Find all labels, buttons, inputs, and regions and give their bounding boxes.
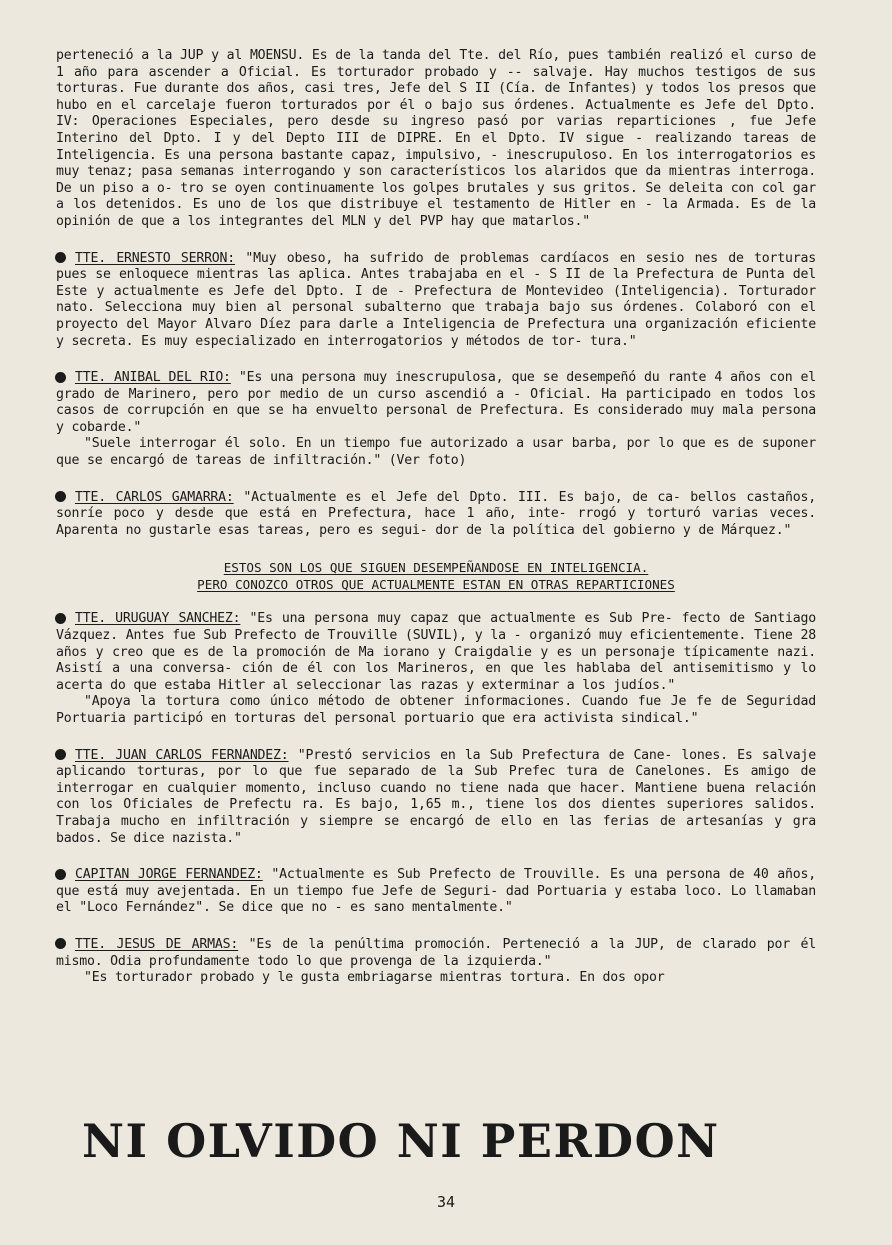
entry-extra: "Es torturador probado y le gusta embriagarse mientras tortura. En dos opor: [84, 970, 665, 986]
bullet-icon: [56, 614, 65, 623]
bullet-icon: [56, 939, 65, 948]
entry-name: TTE. CARLOS GAMARRA:: [75, 489, 234, 505]
document-body: [56, 48, 816, 1007]
notice-line-2: PERO CONOZCO OTROS QUE ACTUALMENTE ESTAN EN OTRAS REPARTICIONES: [197, 577, 675, 593]
entry-jorge-fernandez: [56, 867, 816, 917]
bullet-icon: [56, 373, 65, 382]
entry-text: "Es una persona muy capaz que actualmente es Sub Pre- fecto de Santiago Vázquez. Antes fue Sub Prefecto de Trouville (SUVIL), y la - organizó muy eficientemente. Tiene 28 años y creo que es de la promoción de Ma iorano y Craigdalie y es un personaje típicamente nazi. Asistí a una conversa- ción de él con los Marineros, en que les hablaba del antisemitismo y lo acerta do que estaba Hitler al seleccionar las razas y exterminar a los judíos.": [56, 611, 816, 693]
entry-extra: "Apoya la tortura como único método de obtener informaciones. Cuando fue Je fe de Seguridad Portuaria participó en torturas del personal portuario que era activista sindical.": [56, 694, 816, 726]
entry-text: "Es una persona muy inescrupulosa, que se desempeñó du rante 4 años con el grado de Marinero, pero por medio de un curso ascendió a - Oficial. Ha participado en todos los casos de corrupción en que se ha envuelto personal de Prefectura. Es considerado muy mala persona y cobarde.": [56, 370, 816, 435]
entry-text: "Es de la penúltima promoción. Perteneció a la JUP, de clarado por él mismo. Odia profundamente todo lo que provenga de la izquierda.": [56, 936, 817, 969]
intro-text: perteneció a la JUP y al MOENSU. Es de la tanda del Tte. del Río, pues también realizó el curso de 1 año para ascender a Oficial. Es torturador probado y -- salvaje. Hay muchos testigos de sus torturas. Fue durante dos años, casi tres, Jefe del S II (Cía. de Infantes) y todos los presos que hubo en el carcelaje fueron torturados por él o bajo sus órdenes. Actualmente es Jefe del Dpto. IV: Operaciones Especiales, pero desde su ingreso pasó por varias reparticiones , fue Jefe Interino del Dpto. I y del Depto III de DIPRE. En el Dpto. IV sigue - realizando tareas de Inteligencia. Es una persona bastante capaz, impulsivo, - inescrupuloso. En los interrogatorios es muy tenaz; pasa semanas interrogando y son característicos los alaridos que da mientras interroga. De un piso a o- tro se oyen continuamente los golpes brutales y sus gritos. Se deleita con col gar a los detenidos. Es uno de los que distribuye el testamento de Hitler en - la Armada. Es de la opinión de que a los integrantes del MLN y del PVP hay que matarlos.": [56, 48, 816, 229]
bullet-icon: [56, 750, 65, 759]
entry-de-armas: [56, 937, 816, 987]
entry-serron: [56, 251, 816, 351]
entry-extra: "Suele interrogar él solo. En un tiempo fue autorizado a usar barba, por lo que es de suponer que se encargó de tareas de infiltración." (Ver foto): [56, 436, 816, 469]
bullet-icon: [56, 870, 65, 879]
entry-name: TTE. URUGUAY SANCHEZ:: [75, 611, 241, 627]
entry-name: CAPITAN JORGE FERNANDEZ:: [75, 867, 263, 883]
bullet-icon: [56, 492, 65, 501]
entry-text: "Prestó servicios en la Sub Prefectura de Cane- lones. Es salvaje aplicando torturas, por lo que fue separado de la Sub Prefec tura de Canelones. Es amigo de interrogar en cualquier momento, incluso cuando no tiene nada que hacer. Mantiene buena relación con los Oficiales de Prefectu ra. Es bajo, 1,65 m., tiene los dos dientes superiores salidos. Trabaja mucho en infiltración y siempre se encargó de ello en las ferias de artesanías y gra bados. Se dice nazista.": [56, 747, 816, 846]
slogan-banner: NI OLVIDO NI PERDON: [82, 1114, 720, 1168]
section-notice: [56, 559, 816, 593]
entry-del-rio: [56, 370, 816, 470]
entry-gamarra: [56, 490, 816, 540]
entry-name: TTE. ERNESTO SERRON:: [75, 250, 236, 266]
entry-name: TTE. JUAN CARLOS FERNANDEZ:: [75, 747, 289, 763]
entry-name: TTE. ANIBAL DEL RIO:: [75, 370, 231, 386]
bullet-icon: [56, 253, 65, 262]
entry-text: "Actualmente es el Jefe del Dpto. III. Es bajo, de ca- bellos castaños, sonríe poco y desde que está en Prefectura, hace 1 año, inte- rrogó y torturó varias veces. Aparenta no gustarle esas tareas, pero es segui- dor de la política del gobierno y de Márquez.": [56, 489, 816, 538]
entry-juan-carlos-fernandez: [56, 748, 816, 848]
entry-text: "Actualmente es Sub Prefecto de Trouville. Es una persona de 40 años, que está muy avejentada. En un tiempo fue Jefe de Seguri- dad Portuaria y estaba loco. Lo llamaban el "Loco Fernández". Se dice que no - es sano mentalmente.": [56, 867, 817, 916]
entry-name: TTE. JESUS DE ARMAS:: [75, 936, 239, 952]
entry-text: "Muy obeso, ha sufrido de problemas cardíacos en sesio nes de torturas pues se enloquece mientras las aplica. Antes trabajaba en el - S II de la Prefectura de Punta del Este y actualmente es Jefe del Dpto. I de - Prefectura de Montevideo (Inteligencia). Torturador nato. Selecciona muy bien al personal subalterno que trabaja bajo sus órdenes. Colaboró con el proyecto del Mayor Alvaro Díez para darle a Inteligencia de Prefectura una organización eficiente y secreta. Es muy especializado en interrogatorios y métodos de tor- tura.": [56, 250, 816, 349]
intro-paragraph: [56, 48, 816, 231]
notice-line-1: ESTOS SON LOS QUE SIGUEN DESEMPEÑANDOSE EN INTELIGENCIA.: [223, 560, 649, 576]
page-number: 34: [436, 1193, 456, 1211]
entry-sanchez: [56, 611, 816, 727]
